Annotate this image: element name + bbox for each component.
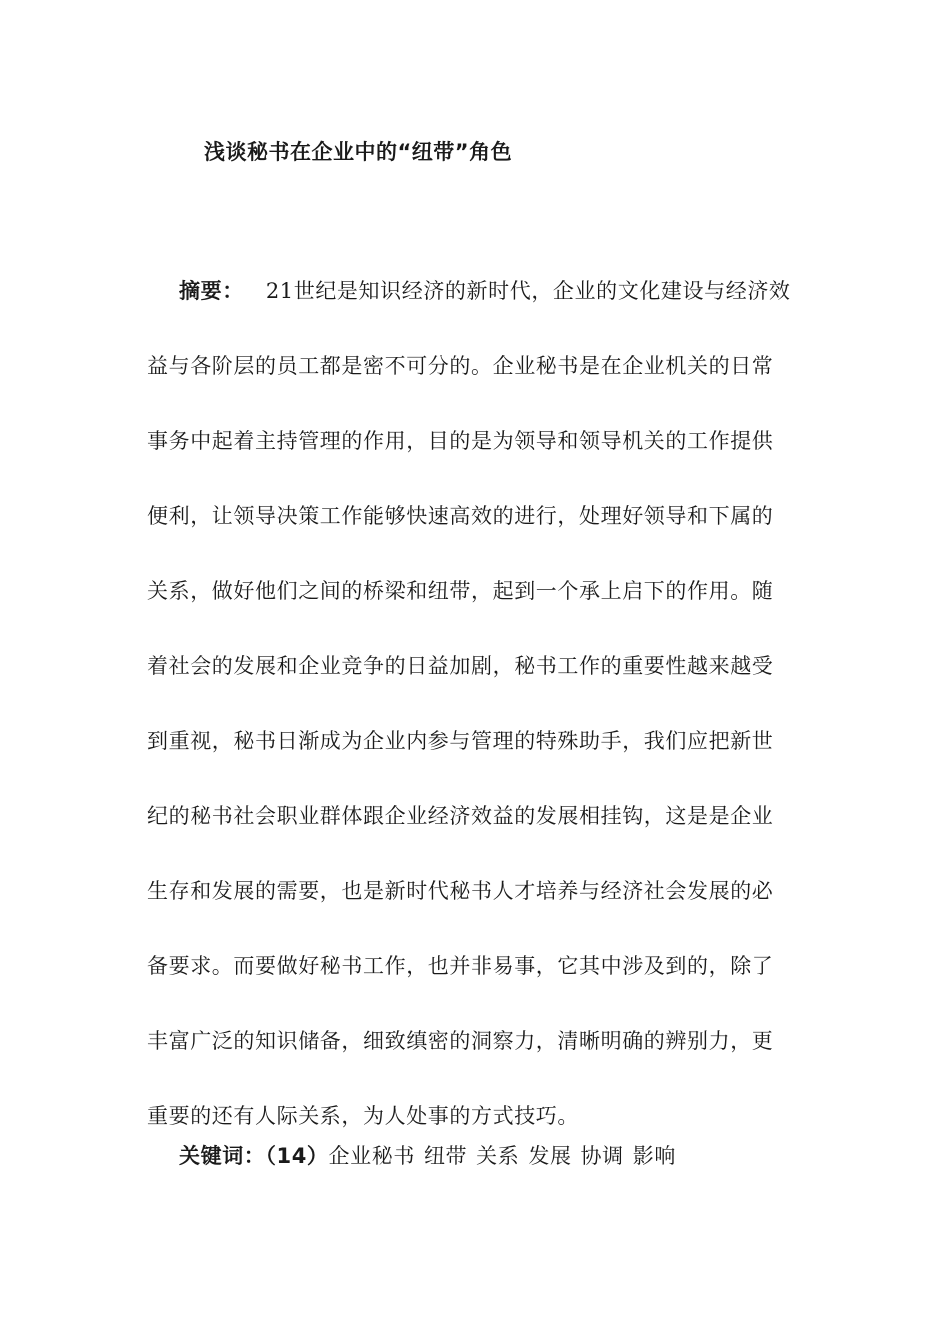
abstract-line: 着社会的发展和企业竞争的日益加剧，秘书工作的重要性越来越受 [147,654,774,678]
abstract-line: 备要求。而要做好秘书工作，也并非易事，它其中涉及到的，除了 [147,954,774,978]
abstract-line: 丰富广泛的知识储备，细致缜密的洞察力，清晰明确的辨别力，更 [147,1029,774,1053]
abstract-line: 到重视，秘书日渐成为企业内参与管理的特殊助手，我们应把新世 [147,729,774,753]
document-title: 浅谈秘书在企业中的“纽带”角色 [204,140,513,164]
abstract-label: 摘要： [179,279,244,303]
keyword-item: 发展 [528,1144,572,1168]
abstract-line: 关系，做好他们之间的桥梁和纽带，起到一个承上启下的作用。随 [147,579,774,603]
keyword-item: 协调 [580,1144,624,1168]
keywords-label: 关键词： [179,1144,266,1168]
keyword-item: 企业秘书 [328,1144,415,1168]
abstract-text: 21世纪是知识经济的新时代，企业的文化建设与经济效 [265,279,791,303]
keyword-item: 影响 [632,1144,676,1168]
abstract-line: 便利，让领导决策工作能够快速高效的进行，处理好领导和下属的 [147,504,774,528]
abstract-line: 生存和发展的需要，也是新时代秘书人才培养与经济社会发展的必 [147,879,774,903]
abstract-section [147,254,807,1154]
keyword-item: 关系 [476,1144,520,1168]
keywords-line [179,1140,685,1172]
abstract-line: 事务中起着主持管理的作用，目的是为领导和领导机关的工作提供 [147,429,774,453]
abstract-line: 益与各阶层的员工都是密不可分的。企业秘书是在企业机关的日常 [147,354,774,378]
keywords-count: （14） [265,1144,329,1168]
abstract-line [147,254,807,329]
abstract-line: 纪的秘书社会职业群体跟企业经济效益的发展相挂钩，这是是企业 [147,804,774,828]
abstract-line: 重要的还有人际关系，为人处事的方式技巧。 [147,1104,579,1128]
keyword-item: 纽带 [423,1144,468,1168]
